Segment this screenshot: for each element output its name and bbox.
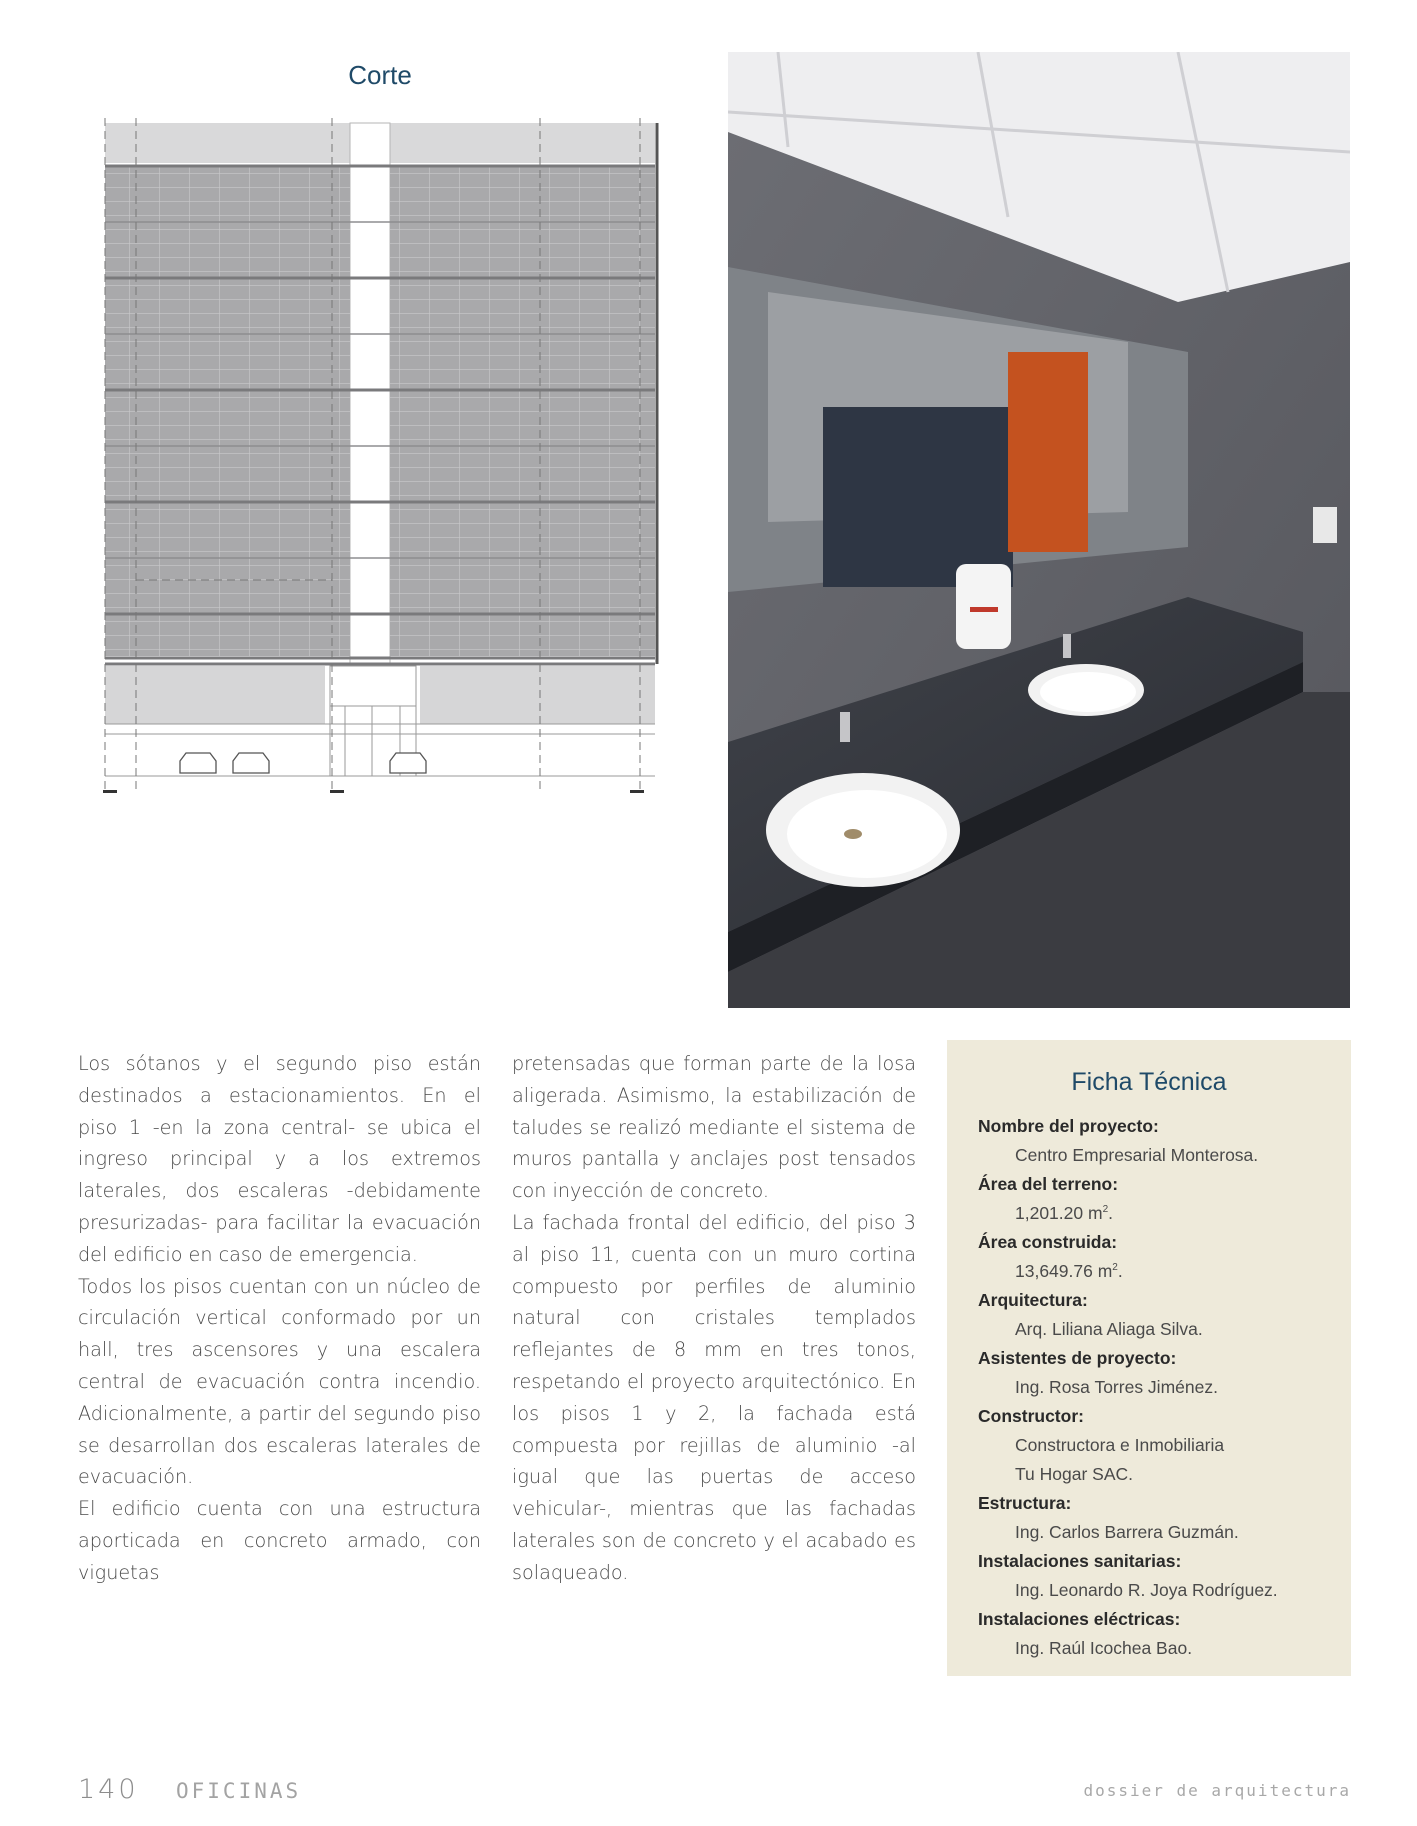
ficha-value-text: 13,649.76 m bbox=[1015, 1261, 1113, 1281]
ficha-value-tail: . bbox=[1117, 1261, 1123, 1281]
ficha-value: Centro Empresarial Monterosa. bbox=[1015, 1145, 1259, 1165]
ficha-value: Ing. Rosa Torres Jiménez. bbox=[1015, 1377, 1218, 1397]
ficha-label: Instalaciones eléctricas: bbox=[978, 1609, 1181, 1629]
ficha-label: Área del terreno: bbox=[978, 1174, 1119, 1194]
ficha-label: Asistentes de proyecto: bbox=[978, 1348, 1177, 1368]
ficha-value: Ing. Raúl Icochea Bao. bbox=[1015, 1638, 1193, 1658]
body-column-1 bbox=[78, 1048, 481, 1589]
ficha-value bbox=[978, 1257, 1343, 1286]
ficha-value-text: 1,201.20 m bbox=[1015, 1203, 1103, 1223]
ficha-value: Ing. Leonardo R. Joya Rodríguez. bbox=[1015, 1580, 1278, 1600]
ficha-value: Ing. Carlos Barrera Guzmán. bbox=[1015, 1522, 1239, 1542]
ficha-label: Estructura: bbox=[978, 1493, 1072, 1513]
ficha-label: Arquitectura: bbox=[978, 1290, 1088, 1310]
ficha-label: Instalaciones sanitarias: bbox=[978, 1551, 1182, 1571]
paragraph: El edificio cuenta con una estructura aporticada en concreto armado, con viguetas bbox=[78, 1497, 481, 1584]
body-column-2 bbox=[512, 1048, 916, 1589]
section-title: Corte bbox=[348, 60, 412, 90]
ficha-label: Nombre del proyecto: bbox=[978, 1116, 1159, 1136]
ficha-list bbox=[978, 1112, 1343, 1663]
restroom-photo bbox=[728, 52, 1350, 1008]
paragraph: Los sótanos y el segundo piso están destinados a estacionamientos. En el piso 1 -en la zona central- se ubica el ingreso principal y a los extremos laterales, dos escaleras -debidamente presurizadas- para facilitar la evacuación del edificio en caso de emergencia. bbox=[78, 1052, 481, 1266]
superscript: 2 bbox=[1112, 1262, 1118, 1274]
paragraph: Todos los pisos cuentan con un núcleo de circulación vertical conformado por un hall, tres ascensores y una escalera central de evacuación contra incendio. Adicionalmente, a partir del segundo piso se desarrollan dos escaleras laterales de evacuación. bbox=[78, 1274, 481, 1489]
ficha-value bbox=[978, 1199, 1343, 1228]
ficha-value: Arq. Liliana Aliaga Silva. bbox=[1015, 1319, 1203, 1339]
ficha-value: Constructora e Inmobiliaria bbox=[1015, 1435, 1225, 1455]
ficha-value: Tu Hogar SAC. bbox=[1015, 1464, 1134, 1484]
ficha-tecnica-box bbox=[947, 1040, 1351, 1676]
ficha-title: Ficha Técnica bbox=[1071, 1068, 1227, 1096]
page-number: 140 bbox=[78, 1774, 139, 1805]
paragraph: La fachada frontal del edificio, del piso 3 al piso 11, cuenta con un muro cortina compuesto por perfiles de aluminio natural con cristales templados reflejantes de 8 mm en tres tonos, respetando el proyecto arquitectónico. En los pisos 1 y 2, la fachada está compuesta por rejillas de aluminio -al igual que las puertas de acceso vehicular-, mientras que las fachadas laterales son de concreto y el acabado es solaqueado. bbox=[512, 1210, 916, 1584]
ficha-label: Constructor: bbox=[978, 1406, 1084, 1426]
ficha-value-tail: . bbox=[1108, 1203, 1113, 1223]
section-drawing bbox=[100, 118, 670, 798]
publication-name: dossier de arquitectura bbox=[1083, 1781, 1351, 1800]
superscript: 2 bbox=[1102, 1204, 1109, 1216]
ficha-label: Área construida: bbox=[978, 1232, 1118, 1252]
section-name: OFICINAS bbox=[176, 1779, 302, 1803]
paragraph: pretensadas que forman parte de la losa aligerada. Asimismo, la estabilización de taludes se realizó mediante el sistema de muros pantalla y anclajes post tensados con inyección de concreto. bbox=[512, 1052, 916, 1203]
